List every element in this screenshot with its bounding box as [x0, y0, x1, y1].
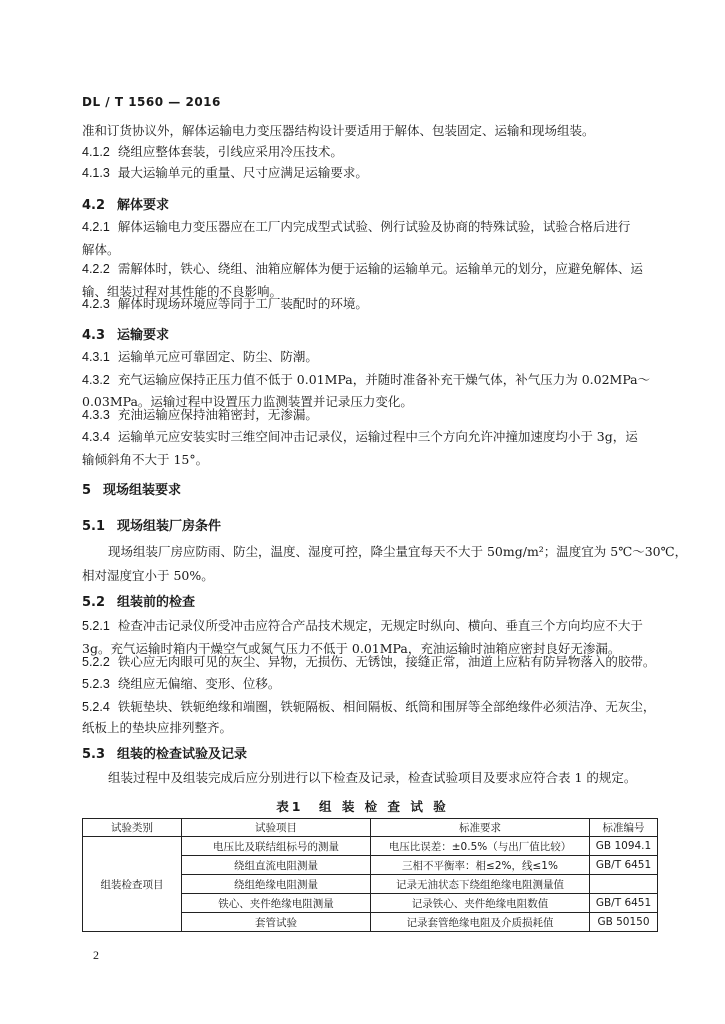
clause-number: 4.2.3 [82, 297, 110, 311]
clause-text: 最大运输单元的重量、尺寸应满足运输要求。 [117, 165, 368, 180]
clause-4-3-4 [82, 426, 658, 448]
heading-number: 4.3 [82, 328, 106, 343]
table-header-row [83, 819, 658, 837]
table-row [83, 837, 658, 856]
heading-text: 组装的检查试验及记录 [117, 747, 248, 762]
clause-number: 4.2.1 [82, 220, 110, 234]
clause-5-2-3 [82, 673, 658, 695]
heading-text: 现场组装厂房条件 [117, 519, 222, 534]
table-cell: 三相不平衡率：相≤2%，线≤1% [371, 856, 590, 875]
table-cell: 绕组绝缘电阻测量 [182, 875, 371, 894]
clause-5-2-1 [82, 615, 658, 637]
table-cell: GB 1094.1 [590, 837, 658, 856]
clause-4-1-2 [82, 141, 658, 163]
section-heading-5-2 [82, 591, 195, 610]
document-code: DL / T 1560 — 2016 [82, 95, 221, 109]
table-cell: 绕组直流电阻测量 [182, 856, 371, 875]
paragraph-line: 3g。充气运输时箱内干燥空气或氮气压力不低于 0.01MPa，充油运输时油箱应密封良好无渗漏。 [82, 641, 621, 656]
paragraph-line: 解体。 [82, 242, 120, 257]
paragraph-line: 0.03MPa。运输过程中设置压力监测装置并记录压力变化。 [82, 394, 413, 409]
heading-number: 4.2 [82, 198, 106, 213]
paragraph-line: 输倾斜角不大于 15°。 [82, 452, 209, 467]
table-cell: 电压比及联结组标号的测量 [182, 837, 371, 856]
clause-number: 4.3.4 [82, 430, 110, 444]
clause-number: 4.3.3 [82, 408, 110, 422]
heading-text: 运输要求 [117, 328, 170, 343]
clause-number: 4.1.3 [82, 166, 110, 180]
clause-text: 检查冲击记录仪所受冲击应符合产品技术规定，无规定时纵向、横向、垂直三个方向均应不大于 [117, 618, 643, 633]
clause-4-3-2 [82, 369, 658, 391]
clause-text: 运输单元应安装实时三维空间冲击记录仪，运输过程中三个方向允许冲撞加速度均小于 3g，运 [117, 429, 638, 444]
table-cell: 套管试验 [182, 913, 371, 932]
table-cell: 记录套管绝缘电阻及介质损耗值 [371, 913, 590, 932]
paragraph-line: 组装过程中及组装完成后应分别进行以下检查及记录，检查试验项目及要求应符合表 1 的规定。 [108, 770, 637, 785]
heading-number: 5 [82, 483, 92, 498]
section-heading-5-1 [82, 515, 221, 534]
section-heading-5 [82, 479, 181, 498]
heading-number: 5.1 [82, 519, 106, 534]
clause-text: 解体运输电力变压器应在工厂内完成型式试验、例行试验及协商的特殊试验，试验合格后进行 [117, 219, 631, 234]
clause-number: 4.3.1 [82, 350, 110, 364]
section-heading-4-3 [82, 324, 169, 343]
table-cell-category: 组装检查项目 [83, 837, 182, 932]
table-cell: 铁心、夹件绝缘电阻测量 [182, 894, 371, 913]
clause-text: 解体时现场环境应等同于工厂装配时的环境。 [117, 296, 368, 311]
column-header: 标准编号 [590, 819, 658, 837]
clause-number: 4.3.2 [82, 373, 110, 387]
table-title: 表1 组 装 检 查 试 验 [276, 799, 449, 814]
table-cell: 电压比误差：±0.5%（与出厂值比较） [371, 837, 590, 856]
clause-4-2-3 [82, 293, 658, 315]
column-header: 试验项目 [182, 819, 371, 837]
clause-5-2-4 [82, 696, 658, 718]
paragraph-line: 现场组装厂房应防雨、防尘，温度、湿度可控，降尘量宜每天不大于 50mg/m²；温度宜为 5℃～30℃， [108, 544, 688, 559]
heading-text: 解体要求 [117, 198, 170, 213]
clause-text: 绕组应无偏缩、变形、位移。 [117, 676, 281, 691]
clause-text: 绕组应整体套装，引线应采用冷压技术。 [117, 144, 343, 159]
column-header: 标准要求 [371, 819, 590, 837]
clause-number: 5.2.3 [82, 677, 110, 691]
clause-text: 充气运输应保持正压力值不低于 0.01MPa，并随时准备补充干燥气体，补气压力为 0.02MPa～ [117, 372, 651, 387]
page-number: 2 [93, 948, 99, 962]
table-cell: 记录无油状态下绕组绝缘电阻测量值 [371, 875, 590, 894]
paragraph-line: 准和订货协议外，解体运输电力变压器结构设计要适用于解体、包装固定、运输和现场组装。 [82, 123, 595, 138]
clause-text: 铁心应无肉眼可见的灰尘、异物，无损伤、无锈蚀，接缝正常，油道上应粘有防异物落入的胶带。 [117, 654, 656, 669]
clause-text: 铁轭垫块、铁轭绝缘和端圈，铁轭隔板、相间隔板、纸筒和围屏等全部绝缘件必须洁净、无灰尘， [117, 699, 656, 714]
clause-text: 需解体时，铁心、绕组、油箱应解体为便于运输的运输单元。运输单元的划分，应避免解体、运 [117, 261, 643, 276]
table-cell [590, 875, 658, 894]
clause-4-3-1 [82, 346, 658, 368]
heading-number: 5.2 [82, 595, 106, 610]
section-heading-5-3 [82, 743, 247, 762]
clause-text: 运输单元应可靠固定、防尘、防潮。 [117, 349, 318, 364]
clause-number: 5.2.2 [82, 655, 110, 669]
clause-text: 充油运输应保持油箱密封，无渗漏。 [117, 407, 318, 422]
table-cell: 记录铁心、夹件绝缘电阻数值 [371, 894, 590, 913]
clause-4-1-3 [82, 162, 658, 184]
clause-number: 5.2.4 [82, 700, 110, 714]
clause-number: 4.2.2 [82, 262, 110, 276]
clause-4-3-3 [82, 404, 658, 426]
paragraph-line: 输、组装过程对其性能的不良影响。 [82, 284, 283, 299]
table-cell: GB/T 6451 [590, 894, 658, 913]
heading-text: 组装前的检查 [117, 595, 196, 610]
inspection-table [82, 818, 658, 932]
paragraph-line: 纸板上的垫块应排列整齐。 [82, 720, 233, 735]
clause-5-2-2 [82, 651, 658, 673]
section-heading-4-2 [82, 194, 169, 213]
clause-number: 4.1.2 [82, 145, 110, 159]
heading-text: 现场组装要求 [103, 483, 182, 498]
heading-number: 5.3 [82, 747, 106, 762]
clause-number: 5.2.1 [82, 619, 110, 633]
paragraph-line: 相对湿度宜小于 50%。 [82, 568, 214, 583]
table-cell: GB 50150 [590, 913, 658, 932]
clause-4-2-2 [82, 258, 658, 280]
table-cell: GB/T 6451 [590, 856, 658, 875]
clause-4-2-1 [82, 216, 658, 238]
column-header: 试验类别 [83, 819, 182, 837]
